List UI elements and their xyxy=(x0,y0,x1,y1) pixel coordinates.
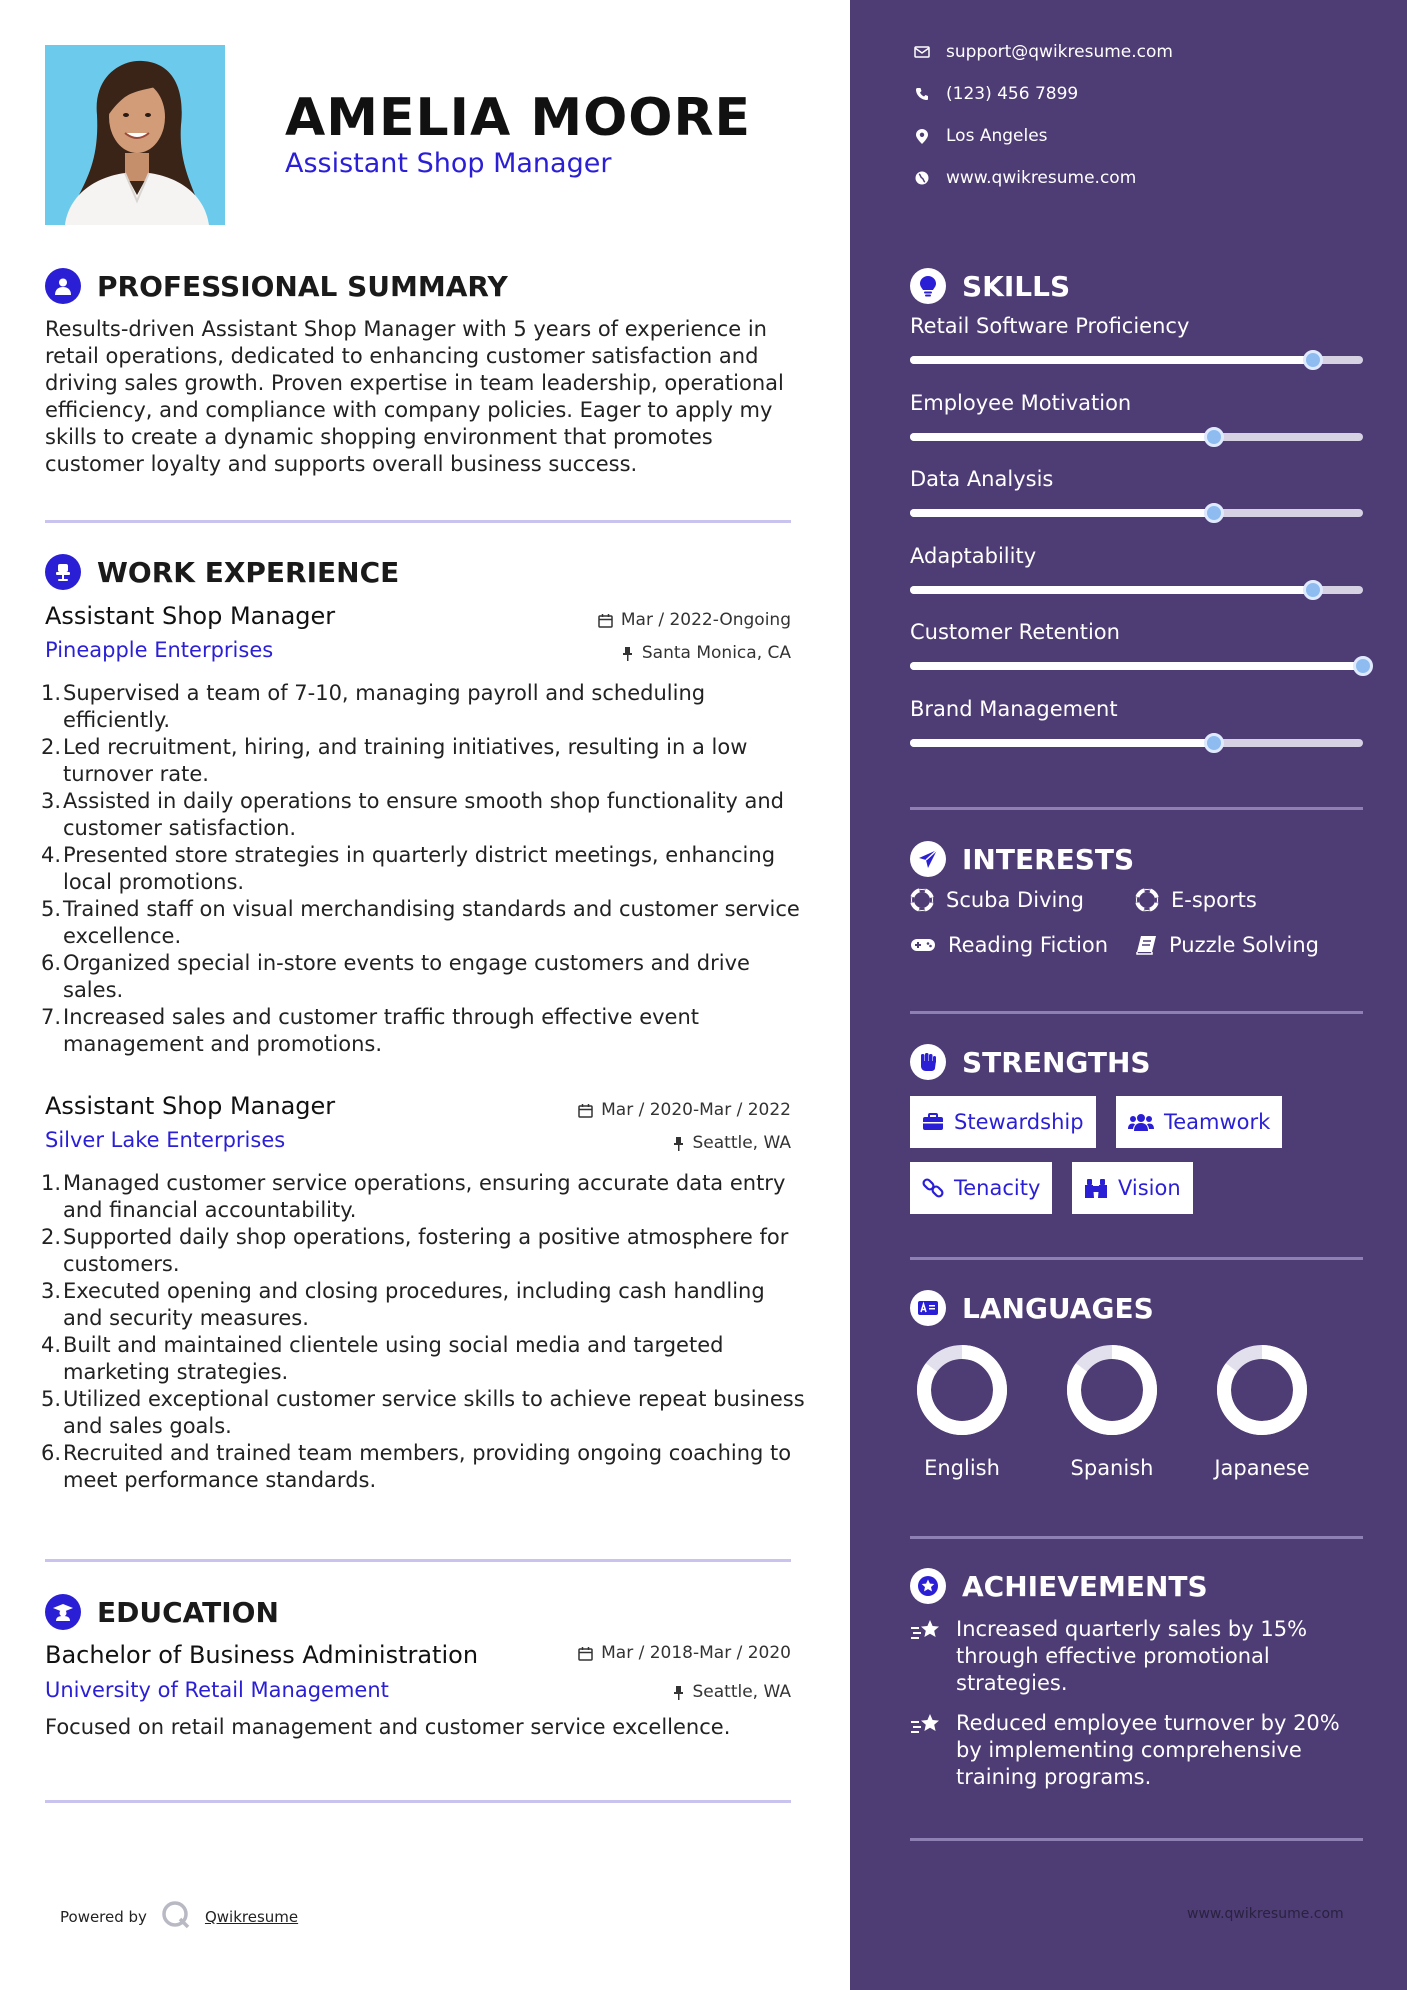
candidate-title: Assistant Shop Manager xyxy=(285,148,612,179)
candidate-name: AMELIA MOORE xyxy=(285,88,752,148)
interest-label: Scuba Diving xyxy=(946,888,1084,912)
education-dates-text: Mar / 2018-Mar / 2020 xyxy=(601,1643,791,1663)
education-location xyxy=(672,1682,792,1702)
section-divider xyxy=(45,1559,791,1562)
list-item: 3. Executed opening and closing procedures, including cash handling and security measures. xyxy=(41,1279,765,1330)
briefcase-icon xyxy=(922,1113,944,1131)
job-location xyxy=(672,1133,792,1153)
summary-heading xyxy=(45,268,508,304)
contact-website[interactable] xyxy=(910,168,1136,188)
achievement-text: Reduced employee turnover by 20% by implementing comprehensive training programs. xyxy=(956,1711,1340,1789)
skill-bar xyxy=(910,662,1363,670)
skill-bar-fill xyxy=(910,586,1313,594)
shooting-star-icon xyxy=(910,1616,944,1697)
skill-bar xyxy=(910,356,1363,364)
skill-name: Retail Software Proficiency xyxy=(910,314,1190,338)
job-title: Assistant Shop Manager xyxy=(45,602,336,630)
section-divider xyxy=(45,1800,791,1803)
job-location-text: Seattle, WA xyxy=(692,1133,791,1153)
language-label: Spanish xyxy=(1070,1456,1154,1480)
skill-bar xyxy=(910,509,1363,517)
section-divider xyxy=(910,1536,1363,1539)
experience-title: WORK EXPERIENCE xyxy=(97,555,400,589)
job-title: Assistant Shop Manager xyxy=(45,1092,336,1120)
skills-heading xyxy=(910,268,1070,304)
skill-bar-fill xyxy=(910,662,1363,670)
skill-name: Customer Retention xyxy=(910,620,1120,644)
job-location-text: Santa Monica, CA xyxy=(641,643,791,663)
interest-scuba-diving xyxy=(910,888,1084,912)
education-location-text: Seattle, WA xyxy=(692,1682,791,1702)
powered-by-label: Powered by xyxy=(60,1908,147,1926)
language-ring xyxy=(1064,1342,1160,1438)
list-item: 1. Supervised a team of 7-10, managing payroll and scheduling efficiently. xyxy=(41,681,706,732)
link-icon xyxy=(922,1177,944,1199)
contact-email[interactable] xyxy=(910,42,1173,62)
skill-item xyxy=(910,620,1363,644)
binoculars-icon xyxy=(1084,1177,1108,1199)
skill-item xyxy=(910,544,1363,568)
interests-heading xyxy=(910,841,1134,877)
skill-item xyxy=(910,391,1363,415)
list-item: 1. Managed customer service operations, ensuring accurate data entry and financial accountability. xyxy=(41,1171,786,1222)
job-location xyxy=(621,643,791,663)
list-item: 5. Trained staff on visual merchandising standards and customer service excellence. xyxy=(41,897,800,948)
skill-bar-knob xyxy=(1204,733,1224,753)
calendar-icon xyxy=(598,613,613,628)
job-dates-text: Mar / 2020-Mar / 2022 xyxy=(601,1100,791,1120)
education-title: EDUCATION xyxy=(97,1595,279,1629)
lifebuoy-icon xyxy=(910,888,934,912)
section-divider xyxy=(910,1838,1363,1841)
strength-chip-teamwork xyxy=(1116,1096,1282,1148)
strength-chip-stewardship xyxy=(910,1096,1096,1148)
skill-name: Brand Management xyxy=(910,697,1118,721)
interest-label: Reading Fiction xyxy=(948,933,1109,957)
skill-bar-fill xyxy=(910,509,1214,517)
list-item: 4. Built and maintained clientele using social media and targeted marketing strategies. xyxy=(41,1333,724,1384)
list-item: 6. Organized special in-store events to engage customers and drive sales. xyxy=(41,951,750,1002)
calendar-icon xyxy=(578,1646,593,1661)
section-divider xyxy=(910,1257,1363,1260)
job-bullets xyxy=(41,1170,805,1494)
interests-title: INTERESTS xyxy=(962,842,1135,876)
email-text: support@qwikresume.com xyxy=(946,42,1173,62)
skill-bar-fill xyxy=(910,433,1214,441)
education-heading xyxy=(45,1594,279,1630)
job-bullets xyxy=(41,680,805,1058)
chair-icon xyxy=(45,554,81,590)
phone-text: (123) 456 7899 xyxy=(946,84,1079,104)
job-dates-text: Mar / 2022-Ongoing xyxy=(620,610,791,630)
users-icon xyxy=(1128,1113,1154,1131)
job-dates xyxy=(578,1100,791,1120)
strength-label: Tenacity xyxy=(954,1176,1041,1200)
skill-bar-knob xyxy=(1204,503,1224,523)
education-description: Focused on retail management and customer service excellence. xyxy=(45,1715,731,1739)
skill-name: Employee Motivation xyxy=(910,391,1132,415)
lightbulb-icon xyxy=(910,268,946,304)
strength-label: Teamwork xyxy=(1164,1110,1271,1134)
powered-by xyxy=(60,1900,298,1934)
interest-e-sports xyxy=(1135,888,1257,912)
strength-chip-tenacity xyxy=(910,1162,1052,1214)
skill-name: Adaptability xyxy=(910,544,1037,568)
interest-puzzle-solving xyxy=(1135,933,1319,957)
list-item: 5. Utilized exceptional customer service skills to achieve repeat business and sales goals. xyxy=(41,1387,805,1438)
languages-heading xyxy=(910,1290,1154,1326)
achievement-item xyxy=(910,1710,1350,1791)
paper-plane-icon xyxy=(910,841,946,877)
pin-icon xyxy=(672,1685,685,1700)
strength-label: Vision xyxy=(1118,1176,1181,1200)
globe-icon xyxy=(910,171,934,185)
skill-bar-fill xyxy=(910,356,1313,364)
skill-bar-knob xyxy=(1353,656,1373,676)
experience-heading xyxy=(45,554,399,590)
location-text: Los Angeles xyxy=(946,126,1048,146)
qwikresume-logo-icon xyxy=(161,1900,191,1934)
pin-icon xyxy=(672,1136,685,1151)
language-item xyxy=(1192,1342,1332,1480)
list-item: 7. Increased sales and customer traffic through effective event management and promotions. xyxy=(41,1005,700,1056)
contact-location xyxy=(910,126,1048,146)
school-name: University of Retail Management xyxy=(45,1678,389,1702)
section-divider xyxy=(910,807,1363,810)
gamepad-icon xyxy=(910,936,936,954)
skills-title: SKILLS xyxy=(962,269,1071,303)
skill-bar-knob xyxy=(1303,350,1323,370)
achievements-heading xyxy=(910,1568,1208,1604)
language-item xyxy=(1042,1342,1182,1480)
translate-icon xyxy=(910,1290,946,1326)
skill-bar-knob xyxy=(1204,427,1224,447)
list-item: 6. Recruited and trained team members, providing ongoing coaching to meet performance standards. xyxy=(41,1441,792,1492)
skill-item xyxy=(910,314,1363,338)
languages-title: LANGUAGES xyxy=(962,1291,1154,1325)
skill-name: Data Analysis xyxy=(910,467,1054,491)
graduate-icon xyxy=(45,1594,81,1630)
strengths-heading xyxy=(910,1044,1151,1080)
user-icon xyxy=(45,268,81,304)
skill-bar xyxy=(910,433,1363,441)
skill-item xyxy=(910,697,1363,721)
language-ring xyxy=(914,1342,1010,1438)
qwikresume-link[interactable]: Qwikresume xyxy=(204,1908,299,1926)
skill-bar-knob xyxy=(1303,580,1323,600)
section-divider xyxy=(45,520,791,523)
interest-reading-fiction xyxy=(910,933,1108,957)
pin-icon xyxy=(621,646,634,661)
strengths-title: STRENGTHS xyxy=(962,1045,1151,1079)
achievement-text: Increased quarterly sales by 15% through effective promotional strategies. xyxy=(956,1617,1308,1695)
skill-item xyxy=(910,467,1363,491)
footer-website[interactable]: www.qwikresume.com xyxy=(1187,1906,1344,1922)
location-pin-icon xyxy=(910,129,934,144)
interest-label: E-sports xyxy=(1171,888,1257,912)
profile-photo xyxy=(45,45,225,225)
section-divider xyxy=(910,1011,1363,1014)
strength-label: Stewardship xyxy=(954,1110,1084,1134)
degree-title: Bachelor of Business Administration xyxy=(45,1641,479,1669)
job-company: Silver Lake Enterprises xyxy=(45,1128,286,1152)
education-dates xyxy=(578,1643,791,1663)
skill-bar xyxy=(910,739,1363,747)
language-label: Japanese xyxy=(1214,1456,1310,1480)
achievement-item xyxy=(910,1616,1350,1697)
job-company: Pineapple Enterprises xyxy=(45,638,274,662)
language-label: English xyxy=(924,1456,1000,1480)
list-item: 2. Supported daily shop operations, fostering a positive atmosphere for customers. xyxy=(41,1225,789,1276)
list-item: 3. Assisted in daily operations to ensure smooth shop functionality and customer satisfaction. xyxy=(41,789,785,840)
skill-bar xyxy=(910,586,1363,594)
book-icon xyxy=(1135,935,1157,955)
job-dates xyxy=(598,610,791,630)
sidebar xyxy=(850,0,1407,1990)
list-item: 2. Led recruitment, hiring, and training initiatives, resulting in a low turnover rate. xyxy=(41,735,748,786)
envelope-icon xyxy=(910,46,934,58)
achievements-title: ACHIEVEMENTS xyxy=(962,1569,1208,1603)
language-ring xyxy=(1214,1342,1310,1438)
summary-title: PROFESSIONAL SUMMARY xyxy=(97,269,508,303)
fist-icon xyxy=(910,1044,946,1080)
list-item: 4. Presented store strategies in quarterly district meetings, enhancing local promotions. xyxy=(41,843,776,894)
strength-chip-vision xyxy=(1072,1162,1193,1214)
language-item xyxy=(892,1342,1032,1480)
shooting-star-icon xyxy=(910,1710,944,1791)
calendar-icon xyxy=(578,1103,593,1118)
skill-bar-fill xyxy=(910,739,1214,747)
lifebuoy-icon xyxy=(1135,888,1159,912)
contact-phone[interactable] xyxy=(910,84,1078,104)
star-badge-icon xyxy=(910,1568,946,1604)
summary-text: Results-driven Assistant Shop Manager with 5 years of experience in retail operations, dedicated to enhancing customer satisfaction and driving sales growth. Proven expertise in team leadership, operational efficiency, and compliance with company policies. Eager to apply my skills to create a dynamic shopping environment that promotes customer loyalty and supports overall business success. xyxy=(45,317,784,476)
interest-label: Puzzle Solving xyxy=(1169,933,1319,957)
website-text: www.qwikresume.com xyxy=(946,168,1137,188)
phone-icon xyxy=(910,87,934,101)
